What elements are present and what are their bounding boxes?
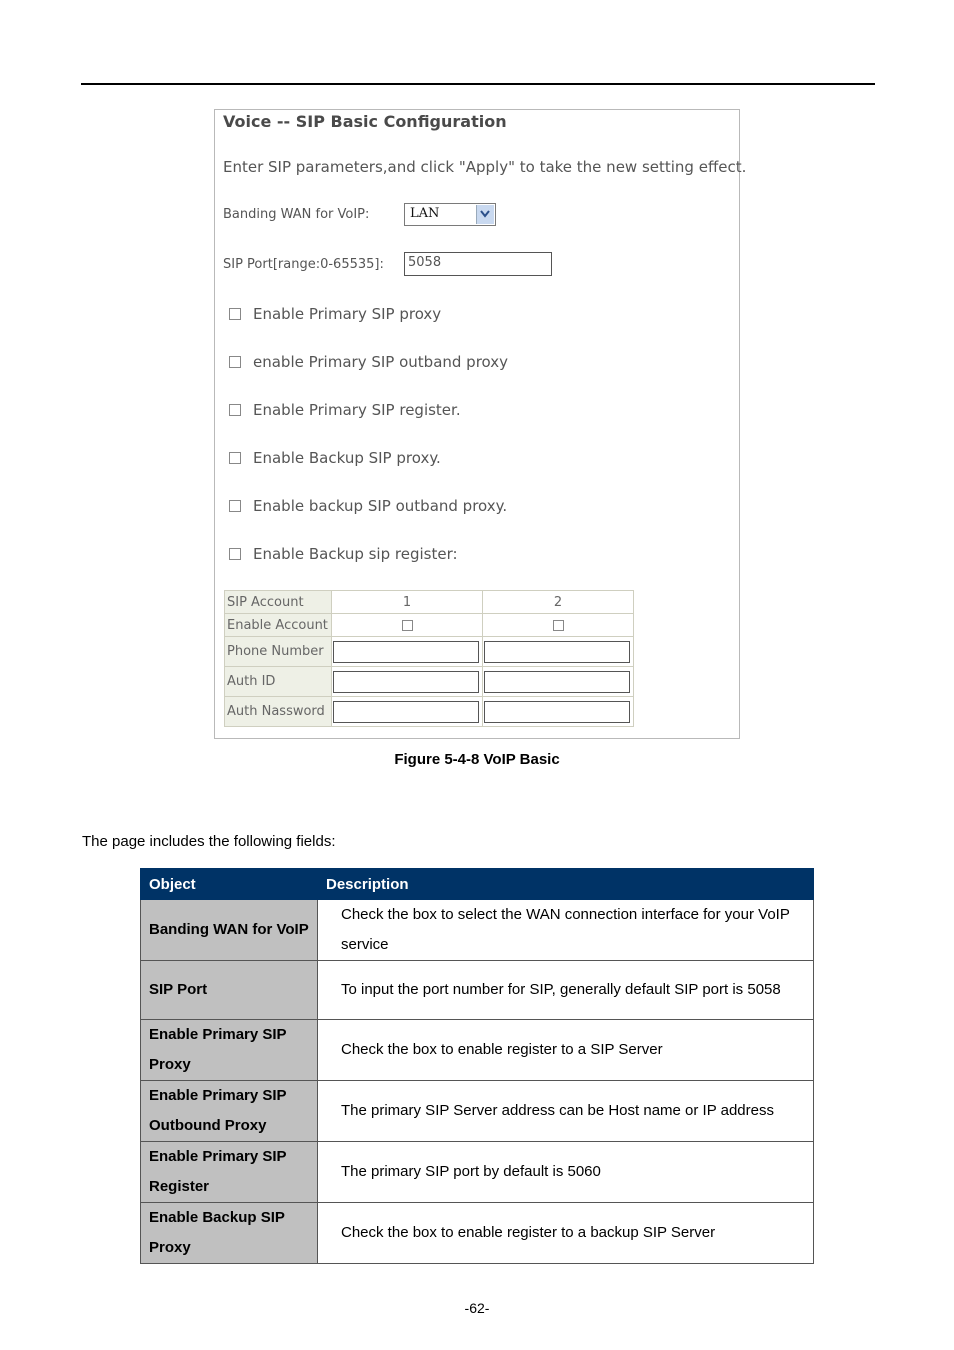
table-row <box>225 667 634 697</box>
checkbox[interactable] <box>229 452 241 464</box>
banding-wan-select[interactable] <box>404 203 496 226</box>
checkbox-label: Enable Backup sip register: <box>253 545 458 563</box>
figure-caption: Figure 5-4-8 VoIP Basic <box>394 751 560 768</box>
table-row <box>141 1142 814 1203</box>
table-row <box>141 961 814 1020</box>
checkbox[interactable] <box>229 356 241 368</box>
object-cell: SIP Port <box>141 961 318 1020</box>
sip-port-label: SIP Port[range:0-65535]: <box>223 257 384 272</box>
checkbox[interactable] <box>229 308 241 320</box>
checkbox-label: Enable Primary SIP register. <box>253 401 461 419</box>
header-object: Object <box>141 869 318 900</box>
enable-account-1-checkbox[interactable] <box>402 620 413 631</box>
auth-id-label: Auth ID <box>225 667 332 697</box>
page-number: -62- <box>464 1300 490 1316</box>
table-row <box>141 1081 814 1142</box>
checkbox-label: enable Primary SIP outband proxy <box>253 353 509 371</box>
enable-account-label: Enable Account <box>225 614 332 637</box>
description-cell: Check the box to enable register to a backup SIP Server <box>318 1203 814 1264</box>
checkbox-label: Enable Backup SIP proxy. <box>253 449 441 467</box>
object-cell: Enable Backup SIP Proxy <box>141 1203 318 1264</box>
account-col-1: 1 <box>332 591 483 614</box>
description-cell: Check the box to enable register to a SIP Server <box>318 1020 814 1081</box>
config-intro: Enter SIP parameters,and click "Apply" to take the new setting effect. <box>223 158 747 176</box>
sip-config-screenshot <box>214 109 747 739</box>
table-row <box>225 637 634 667</box>
table-row <box>141 1203 814 1264</box>
table-header-row <box>141 869 814 900</box>
table-row <box>225 614 634 637</box>
sip-port-input[interactable]: 5058 <box>404 252 552 276</box>
enable-account-2-checkbox[interactable] <box>553 620 564 631</box>
config-title: Voice -- SIP Basic Configuration <box>223 112 507 131</box>
phone-number-2-input[interactable] <box>484 641 630 663</box>
phone-number-label: Phone Number <box>225 637 332 667</box>
table-row <box>141 900 814 961</box>
auth-password-2-input[interactable] <box>484 701 630 723</box>
header-description: Description <box>318 869 814 900</box>
auth-id-2-input[interactable] <box>484 671 630 693</box>
description-cell: The primary SIP Server address can be Host name or IP address <box>318 1081 814 1142</box>
account-col-2: 2 <box>483 591 634 614</box>
checkbox-label: Enable Primary SIP proxy <box>253 305 442 323</box>
table-row <box>225 591 634 614</box>
auth-password-label: Auth Nassword <box>225 697 332 727</box>
table-row <box>225 697 634 727</box>
sip-account-table <box>224 590 634 727</box>
sip-account-header: SIP Account <box>225 591 332 614</box>
auth-id-1-input[interactable] <box>333 671 479 693</box>
description-cell: Check the box to select the WAN connection interface for your VoIP service <box>318 900 814 961</box>
chevron-down-icon[interactable] <box>476 205 494 224</box>
object-cell: Enable Primary SIP Outbound Proxy <box>141 1081 318 1142</box>
phone-number-1-input[interactable] <box>333 641 479 663</box>
fields-table <box>140 868 814 1264</box>
object-cell: Enable Primary SIP Register <box>141 1142 318 1203</box>
banding-wan-value: LAN <box>410 206 440 221</box>
object-cell: Enable Primary SIP Proxy <box>141 1020 318 1081</box>
description-cell: The primary SIP port by default is 5060 <box>318 1142 814 1203</box>
description-cell: To input the port number for SIP, generally default SIP port is 5058 <box>318 961 814 1020</box>
checkbox[interactable] <box>229 548 241 560</box>
intro-paragraph: The page includes the following fields: <box>82 833 336 850</box>
header-rule <box>81 83 875 85</box>
checkbox[interactable] <box>229 500 241 512</box>
auth-password-1-input[interactable] <box>333 701 479 723</box>
checkbox-label: Enable backup SIP outband proxy. <box>253 497 508 515</box>
table-row <box>141 1020 814 1081</box>
checkbox[interactable] <box>229 404 241 416</box>
object-cell: Banding WAN for VoIP <box>141 900 318 961</box>
banding-wan-label: Banding WAN for VoIP: <box>223 207 370 222</box>
